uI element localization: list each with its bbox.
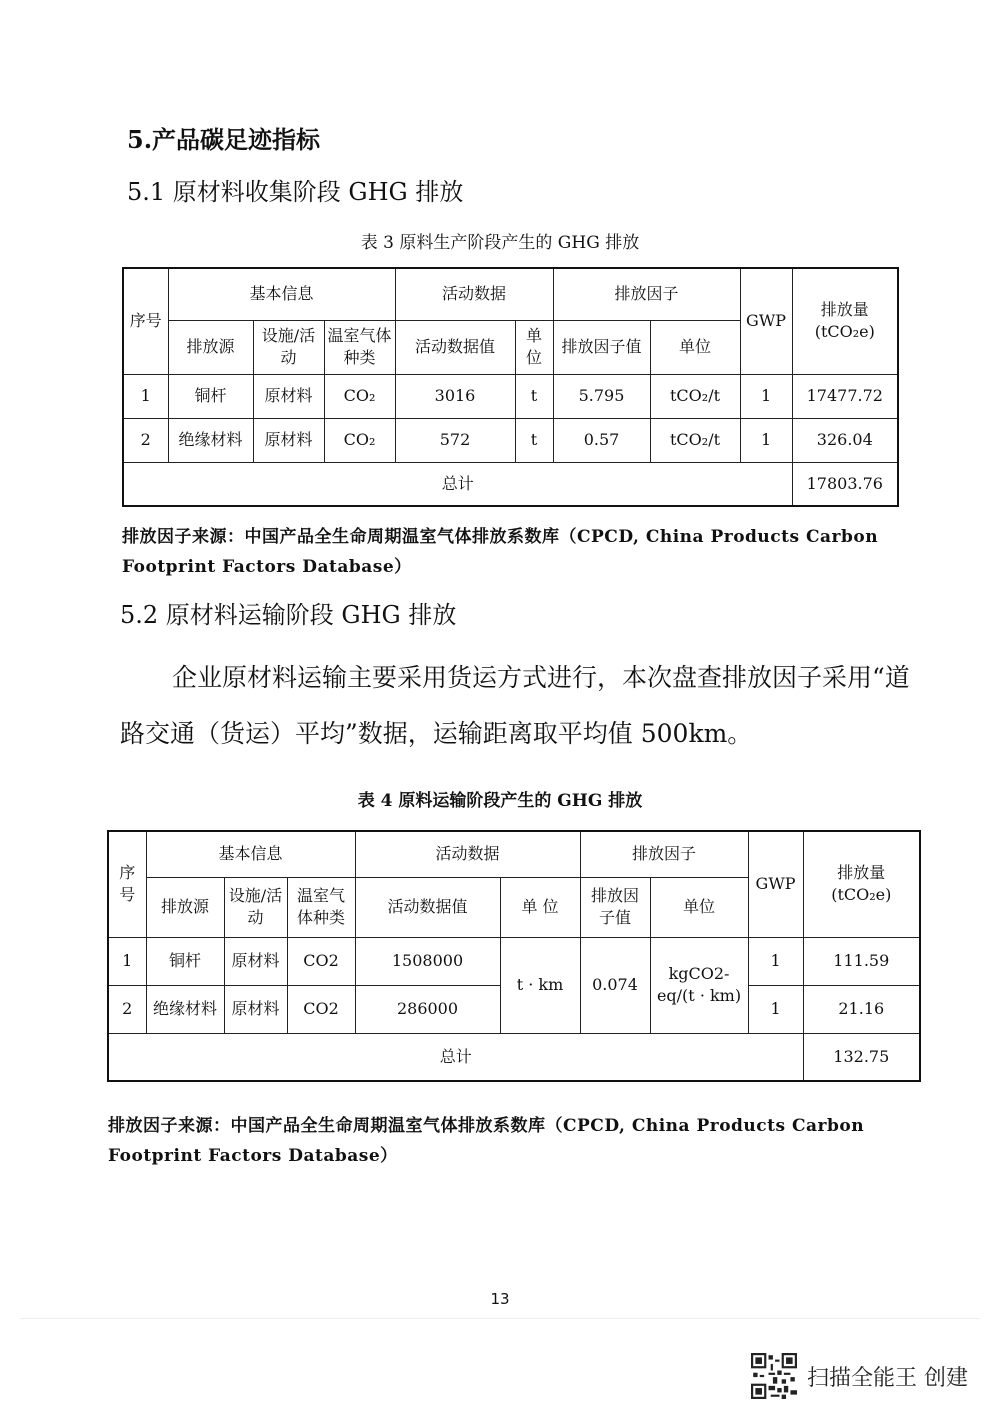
cell-factor: 5.795 xyxy=(553,374,650,418)
section-5-2-title: 5.2 原材料运输阶段 GHG 排放 xyxy=(120,601,457,629)
header-basic-info: 基本信息 xyxy=(146,831,355,877)
table4-caption: 表 4 原料运输阶段产生的 GHG 排放 xyxy=(357,791,643,811)
total-label: 总计 xyxy=(108,1033,803,1081)
cell-gwp: 1 xyxy=(740,374,792,418)
table4 xyxy=(107,830,921,1082)
header-emission: 排放量 (tCO₂e) xyxy=(803,831,920,937)
header-activity-data: 活动数据 xyxy=(395,268,553,320)
source-note-1: 排放因子来源：中国产品全生命周期温室气体排放系数库（CPCD, China Products Carbon Footprint Factors Database） xyxy=(122,527,879,577)
cell-factor-unit: tCO₂/t xyxy=(650,418,740,462)
cell-emission: 21.16 xyxy=(803,985,920,1033)
cell-gwp: 1 xyxy=(748,985,803,1033)
cell-unit: t xyxy=(515,418,553,462)
section-5-1-title: 5.1 原材料收集阶段 GHG 排放 xyxy=(127,178,464,206)
header-factor-value: 排放因子值 xyxy=(580,877,650,937)
header-emission-factor: 排放因子 xyxy=(553,268,740,320)
cell-facility: 原材料 xyxy=(253,374,324,418)
header-source: 排放源 xyxy=(146,877,224,937)
table-row xyxy=(123,374,898,418)
source-note-2: 排放因子来源：中国产品全生命周期温室气体排放系数库（CPCD, China Products Carbon Footprint Factors Database） xyxy=(108,1116,865,1166)
cell-facility: 原材料 xyxy=(224,985,287,1033)
header-activity-value: 活动数据值 xyxy=(355,877,500,937)
cell-emission: 17477.72 xyxy=(792,374,898,418)
cell-unit: t xyxy=(515,374,553,418)
cell-gas: CO₂ xyxy=(324,374,395,418)
cell-activity: 1508000 xyxy=(355,937,500,985)
cell-seq: 2 xyxy=(108,985,146,1033)
total-row xyxy=(108,1033,920,1081)
scan-divider xyxy=(20,1318,980,1319)
header-source: 排放源 xyxy=(168,320,253,374)
cell-seq: 1 xyxy=(108,937,146,985)
header-gwp: GWP xyxy=(748,831,803,937)
header-factor-unit: 单位 xyxy=(650,320,740,374)
header-factor-value: 排放因子值 xyxy=(553,320,650,374)
cell-shared-factor: 0.074 xyxy=(580,937,650,1033)
header-facility: 设施/活动 xyxy=(253,320,324,374)
total-value: 132.75 xyxy=(803,1033,920,1081)
scanner-watermark xyxy=(751,1353,968,1399)
cell-factor-unit: tCO₂/t xyxy=(650,374,740,418)
header-basic-info: 基本信息 xyxy=(168,268,395,320)
header-gwp: GWP xyxy=(740,268,792,374)
cell-source: 铜杆 xyxy=(146,937,224,985)
total-label: 总计 xyxy=(123,462,792,506)
transport-paragraph: 企业原材料运输主要采用货运方式进行，本次盘查排放因子采用“道路交通（货运）平均”数据，运输距离取平均值 500km。 xyxy=(120,663,910,748)
cell-seq: 2 xyxy=(123,418,168,462)
cell-source: 绝缘材料 xyxy=(146,985,224,1033)
cell-gas: CO₂ xyxy=(324,418,395,462)
header-facility: 设施/活动 xyxy=(224,877,287,937)
header-gas: 温室气体种类 xyxy=(324,320,395,374)
page-number: 13 xyxy=(490,1290,510,1308)
cell-source: 铜杆 xyxy=(168,374,253,418)
table-row xyxy=(108,937,920,985)
cell-factor: 0.57 xyxy=(553,418,650,462)
section-5-title: 5.产品碳足迹指标 xyxy=(127,125,321,154)
cell-gas: CO2 xyxy=(287,937,355,985)
cell-activity: 3016 xyxy=(395,374,515,418)
cell-shared-unit: t · km xyxy=(500,937,580,1033)
cell-emission: 326.04 xyxy=(792,418,898,462)
cell-seq: 1 xyxy=(123,374,168,418)
table-row xyxy=(123,418,898,462)
cell-gwp: 1 xyxy=(748,937,803,985)
header-activity-data: 活动数据 xyxy=(355,831,580,877)
cell-activity: 572 xyxy=(395,418,515,462)
header-gas: 温室气体种类 xyxy=(287,877,355,937)
total-row xyxy=(123,462,898,506)
cell-source: 绝缘材料 xyxy=(168,418,253,462)
header-unit: 单 位 xyxy=(500,877,580,937)
header-emission: 排放量 (tCO₂e) xyxy=(792,268,898,374)
qr-code-icon xyxy=(751,1353,797,1399)
cell-activity: 286000 xyxy=(355,985,500,1033)
cell-emission: 111.59 xyxy=(803,937,920,985)
header-unit: 单位 xyxy=(515,320,553,374)
header-emission-factor: 排放因子 xyxy=(580,831,748,877)
table3-caption: 表 3 原料生产阶段产生的 GHG 排放 xyxy=(360,233,640,253)
cell-facility: 原材料 xyxy=(253,418,324,462)
cell-shared-factor-unit: kgCO2-eq/(t · km) xyxy=(650,937,748,1033)
scanner-label: 扫描全能王 创建 xyxy=(807,1365,968,1391)
cell-gas: CO2 xyxy=(287,985,355,1033)
cell-gwp: 1 xyxy=(740,418,792,462)
total-value: 17803.76 xyxy=(792,462,898,506)
header-seq: 序号 xyxy=(123,268,168,374)
table3 xyxy=(122,267,899,507)
cell-facility: 原材料 xyxy=(224,937,287,985)
header-factor-unit: 单位 xyxy=(650,877,748,937)
header-seq: 序号 xyxy=(108,831,146,937)
header-activity-value: 活动数据值 xyxy=(395,320,515,374)
